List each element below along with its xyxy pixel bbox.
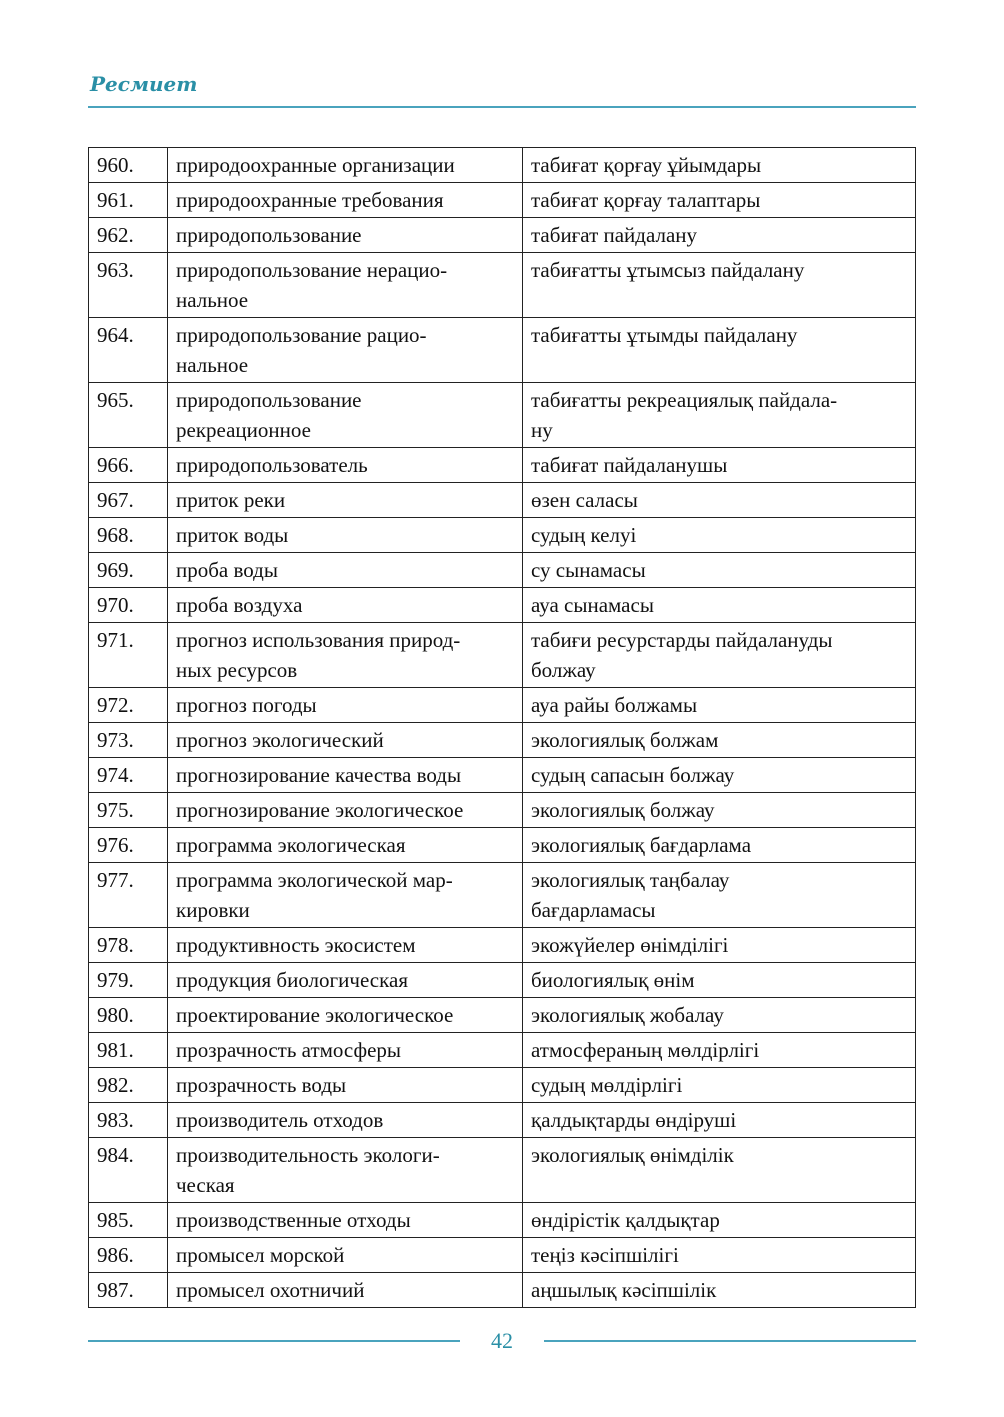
term-russian: приток реки (168, 483, 523, 518)
term-kazakh: судың сапасын болжау (523, 758, 916, 793)
term-kazakh: биологиялық өнім (523, 963, 916, 998)
term-russian: производитель отходов (168, 1103, 523, 1138)
term-russian: продуктивность экосистем (168, 928, 523, 963)
term-kazakh: өзен саласы (523, 483, 916, 518)
term-kazakh: теңіз кәсіпшілігі (523, 1238, 916, 1273)
table-row (89, 318, 916, 383)
term-number: 984. (89, 1138, 168, 1203)
term-russian: программа экологической мар- кировки (168, 863, 523, 928)
term-kazakh: экологиялық болжау (523, 793, 916, 828)
term-number: 962. (89, 218, 168, 253)
term-russian: продукция биологическая (168, 963, 523, 998)
term-russian: прозрачность атмосферы (168, 1033, 523, 1068)
table-row (89, 928, 916, 963)
term-number: 982. (89, 1068, 168, 1103)
term-russian: природопользователь (168, 448, 523, 483)
table-row (89, 723, 916, 758)
term-number: 969. (89, 553, 168, 588)
page-number: 42 (491, 1328, 513, 1353)
term-number: 979. (89, 963, 168, 998)
term-kazakh: экологиялық өнімділік (523, 1138, 916, 1203)
term-kazakh: аңшылық кәсіпшілік (523, 1273, 916, 1308)
term-kazakh: экологиялық бағдарлама (523, 828, 916, 863)
term-russian: программа экологическая (168, 828, 523, 863)
term-russian: природоохранные требования (168, 183, 523, 218)
term-russian: прогноз экологический (168, 723, 523, 758)
term-russian: проба воды (168, 553, 523, 588)
table-row (89, 383, 916, 448)
term-kazakh: табиғат пайдаланушы (523, 448, 916, 483)
term-russian: промысел морской (168, 1238, 523, 1273)
term-kazakh: су сынамасы (523, 553, 916, 588)
table-row (89, 623, 916, 688)
term-kazakh: экожүйелер өнімділігі (523, 928, 916, 963)
term-number: 965. (89, 383, 168, 448)
term-russian: производственные отходы (168, 1203, 523, 1238)
term-russian: природопользование рацио- нальное (168, 318, 523, 383)
term-number: 977. (89, 863, 168, 928)
term-russian: проба воздуха (168, 588, 523, 623)
table-row (89, 553, 916, 588)
term-kazakh: ауа райы болжамы (523, 688, 916, 723)
header-rule (88, 106, 916, 108)
term-kazakh: табиғи ресурстарды пайдалануды болжау (523, 623, 916, 688)
term-russian: прогнозирование экологическое (168, 793, 523, 828)
table-row (89, 1203, 916, 1238)
glossary-table (88, 147, 916, 1308)
term-russian: природопользование рекреационное (168, 383, 523, 448)
term-number: 967. (89, 483, 168, 518)
table-row (89, 1103, 916, 1138)
term-kazakh: табиғат қорғау ұйымдары (523, 148, 916, 183)
term-number: 963. (89, 253, 168, 318)
term-kazakh: судың келуі (523, 518, 916, 553)
term-number: 974. (89, 758, 168, 793)
term-kazakh: табиғат қорғау талаптары (523, 183, 916, 218)
term-kazakh: судың мөлдірлігі (523, 1068, 916, 1103)
table-row (89, 1138, 916, 1203)
term-kazakh: экологиялық болжам (523, 723, 916, 758)
term-russian: производительность экологи- ческая (168, 1138, 523, 1203)
term-russian: природопользование нерацио- нальное (168, 253, 523, 318)
term-number: 987. (89, 1273, 168, 1308)
table-row (89, 483, 916, 518)
table-row (89, 1033, 916, 1068)
term-number: 970. (89, 588, 168, 623)
term-russian: прогноз использования природ- ных ресурсов (168, 623, 523, 688)
term-kazakh: қалдықтарды өндіруші (523, 1103, 916, 1138)
term-kazakh: табиғатты рекреациялық пайдала- ну (523, 383, 916, 448)
term-kazakh: өндірістік қалдықтар (523, 1203, 916, 1238)
term-number: 971. (89, 623, 168, 688)
term-number: 986. (89, 1238, 168, 1273)
table-row (89, 448, 916, 483)
term-kazakh: ауа сынамасы (523, 588, 916, 623)
table-row (89, 1068, 916, 1103)
table-row (89, 688, 916, 723)
table-row (89, 963, 916, 998)
table-row (89, 828, 916, 863)
term-number: 983. (89, 1103, 168, 1138)
term-russian: промысел охотничий (168, 1273, 523, 1308)
term-number: 960. (89, 148, 168, 183)
footer-rule-right (544, 1340, 916, 1342)
term-kazakh: табиғатты ұтымды пайдалану (523, 318, 916, 383)
term-number: 968. (89, 518, 168, 553)
running-header-title: Ресмиет (90, 72, 198, 96)
table-row (89, 218, 916, 253)
term-number: 976. (89, 828, 168, 863)
table-row (89, 183, 916, 218)
term-number: 978. (89, 928, 168, 963)
term-number: 980. (89, 998, 168, 1033)
table-row (89, 148, 916, 183)
table-row (89, 253, 916, 318)
term-russian: прогнозирование качества воды (168, 758, 523, 793)
term-russian: природоохранные организации (168, 148, 523, 183)
term-russian: прозрачность воды (168, 1068, 523, 1103)
footer-rule-left (88, 1340, 460, 1342)
term-kazakh: табиғатты ұтымсыз пайдалану (523, 253, 916, 318)
term-russian: приток воды (168, 518, 523, 553)
table-row (89, 793, 916, 828)
term-number: 973. (89, 723, 168, 758)
term-number: 975. (89, 793, 168, 828)
table-row (89, 1238, 916, 1273)
table-row (89, 863, 916, 928)
glossary-table-body (89, 148, 916, 1308)
term-kazakh: табиғат пайдалану (523, 218, 916, 253)
table-row (89, 588, 916, 623)
term-number: 964. (89, 318, 168, 383)
term-kazakh: атмосфераның мөлдірлігі (523, 1033, 916, 1068)
term-kazakh: экологиялық жобалау (523, 998, 916, 1033)
term-number: 981. (89, 1033, 168, 1068)
term-russian: проектирование экологическое (168, 998, 523, 1033)
table-row (89, 518, 916, 553)
term-russian: природопользование (168, 218, 523, 253)
term-number: 961. (89, 183, 168, 218)
table-row (89, 758, 916, 793)
term-number: 972. (89, 688, 168, 723)
term-number: 966. (89, 448, 168, 483)
table-row (89, 998, 916, 1033)
table-row (89, 1273, 916, 1308)
term-russian: прогноз погоды (168, 688, 523, 723)
term-number: 985. (89, 1203, 168, 1238)
term-kazakh: экологиялық таңбалау бағдарламасы (523, 863, 916, 928)
